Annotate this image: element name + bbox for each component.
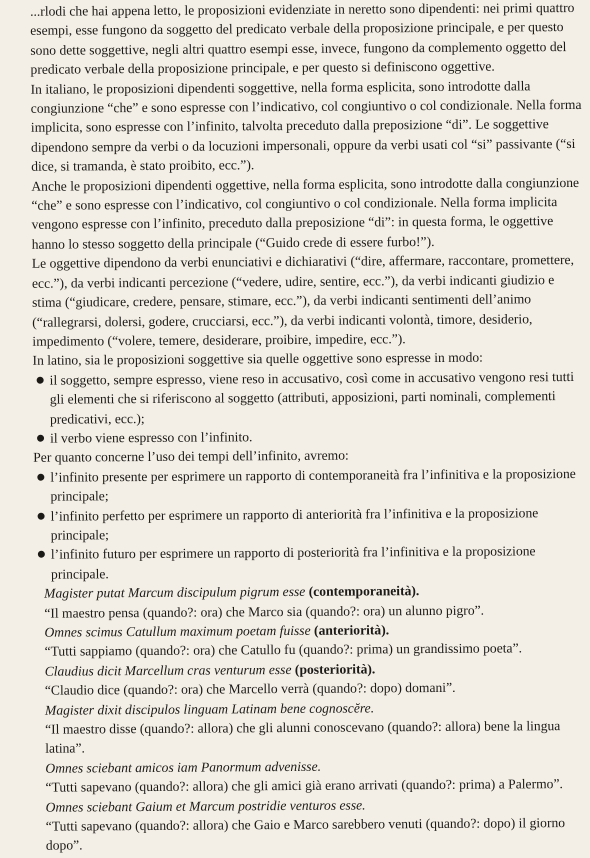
bullet-text: l’infinito perfetto per esprimere un rapporto di anteriorità fra l’infinitiva e la proposizione principale;	[50, 504, 539, 543]
soggettive-text: In italiano, le proposizioni dipendenti soggettive, nella forma esplicita, sono introdotte dalla congiunzione “che” e sono espresse con l’indicativo, col congiuntivo o col condizionale. Nella forma implicita, sono espresse con l’infinito, talvolta preceduto dalla preposizione “di”. Le soggettive dipendono sempre da verbi o da locuzioni impersonali, oppure da verbi usati col “si” passivante (“si dice, si tramanda, è stato proibito, ecc.”).	[30, 77, 582, 175]
latin-sentence: Magister putat Marcum discipulum pigrum esse	[44, 584, 306, 601]
bullet-infinito-futuro	[34, 541, 588, 584]
example-italian	[35, 774, 589, 797]
latin-intro-text: In latino, sia le proposizioni soggettive sia quelle oggettive sono espresse in modo:	[32, 349, 483, 369]
example-italian	[34, 638, 588, 661]
bullet-infinito-perfetto	[34, 502, 588, 545]
tenses-intro-text: Per quanto concerne l’uso dei tempi dell’infinito, avremo:	[33, 447, 349, 466]
bullet-subject-accusative	[33, 367, 587, 429]
examples-block	[34, 580, 590, 856]
bullet-verb-infinitive	[33, 425, 587, 448]
paragraph-oggettive-italian	[31, 173, 586, 254]
oggettive-verbs-text: Le oggettive dipendono da verbi enunciativi e dichiarativi (“dire, affermare, raccontare, promettere, ecc.”), da verbi indicanti percezione (“vedere, udire, sentire, ecc.”), da verbi indicanti giudizio e stima (“giudicare, credere, pensare, stimare, ecc.”), da verbi indicanti sentimenti dell’animo (“rallegrarsi, dolersi, godere, crucciarsi, ecc.”), da verbi indicanti volontà, timore, desiderio, impedimento (“volere, temere, desiderare, proibire, impedire, ecc.”).	[31, 252, 575, 349]
italian-translation: “Tutti sapevano (quando?: allora) che gli amici già erano arrivati (quando?: prima) a Palermo”.	[45, 776, 563, 795]
paragraph-intro	[30, 0, 585, 79]
italian-translation: “Il maestro disse (quando?: allora) che gli alunni conoscevano (quando?: allora) bene la lingua latina”.	[45, 718, 561, 757]
example-italian	[36, 813, 590, 856]
italian-translation: “Claudio dice (quando?: ora) che Marcello verrà (quando?: dopo) domani”.	[44, 680, 456, 698]
paragraph-oggettive-verbs	[32, 250, 587, 351]
latin-sentence: Omnes sciebant amicos iam Panormum advenisse.	[45, 758, 322, 776]
example-note: (posteriorità).	[294, 661, 376, 677]
latin-sentence: Claudius dicit Marcellum cras venturum esse	[44, 661, 292, 679]
italian-translation: “Tutti sapevano (quando?: allora) che Gaio e Marco sarebbero venuti (quando?: dopo) il giorno dopo”.	[45, 815, 566, 854]
latin-sentence: Omnes sciebant Gaium et Marcum postridie venturos esse.	[45, 797, 366, 815]
example-note: (contemporaneità).	[308, 583, 420, 600]
bullet-text: il soggetto, sempre espresso, viene reso in accusativo, così come in accusativo vengono resi tutti gli elementi che si riferiscono al soggetto (attributi, apposizioni, parti nominali, complementi predicativi, ecc.);	[49, 368, 575, 427]
example-note: (anteriorità).	[313, 622, 390, 638]
bullet-text: il verbo viene espresso con l’infinito.	[50, 429, 253, 446]
bullet-text: l’infinito futuro per esprimere un rapporto di posteriorità fra l’infinitiva e la proposizione principale.	[50, 543, 536, 582]
bullet-text: l’infinito presente per esprimere un rapporto di contemporaneità fra l’infinitiva e la proposizione principale;	[50, 465, 576, 504]
paragraph-soggettive-italian	[31, 76, 586, 177]
italian-translation: “Tutti sappiamo (quando?: ora) che Catullo fu (quando?: prima) un grandissimo poeta”.	[44, 640, 523, 660]
bullet-infinito-presente	[33, 464, 587, 507]
intro-text: ...rlodi che hai appena letto, le proposizioni evidenziate in neretto sono dipendenti: nei primi quattro esempi, esse fungono da soggetto del predicato verbale della proposizione principale, e per questo sono dette soggettive, negli altri quattro esempi esse, invece, fungono da complemento oggetto del predicato verbale della proposizione principale, e per questo si definiscono oggettive.	[30, 0, 575, 78]
latin-sentence: Magister dixit discipulos linguam Latinam bene cognoscĕre.	[44, 700, 375, 718]
example-italian	[35, 716, 589, 759]
latin-sentence: Omnes scimus Catullum maximum poetam fuisse	[44, 622, 311, 640]
italian-translation: “Il maestro pensa (quando?: ora) che Marco sia (quando?: ora) un alunno pigro”.	[44, 602, 485, 621]
oggettive-text: Anche le proposizioni dipendenti oggettive, nella forma esplicita, sono introdotte dalla congiunzione “che” e sono espresse con l’indicativo, col congiuntivo o col condizionale. Nella forma implicita vengono espresse con l’infinito, preceduto dalla preposizione “di”: in questa forma, le oggettive hanno lo stesso soggetto della principale (“Guido crede di essere furbo!”).	[31, 174, 580, 252]
